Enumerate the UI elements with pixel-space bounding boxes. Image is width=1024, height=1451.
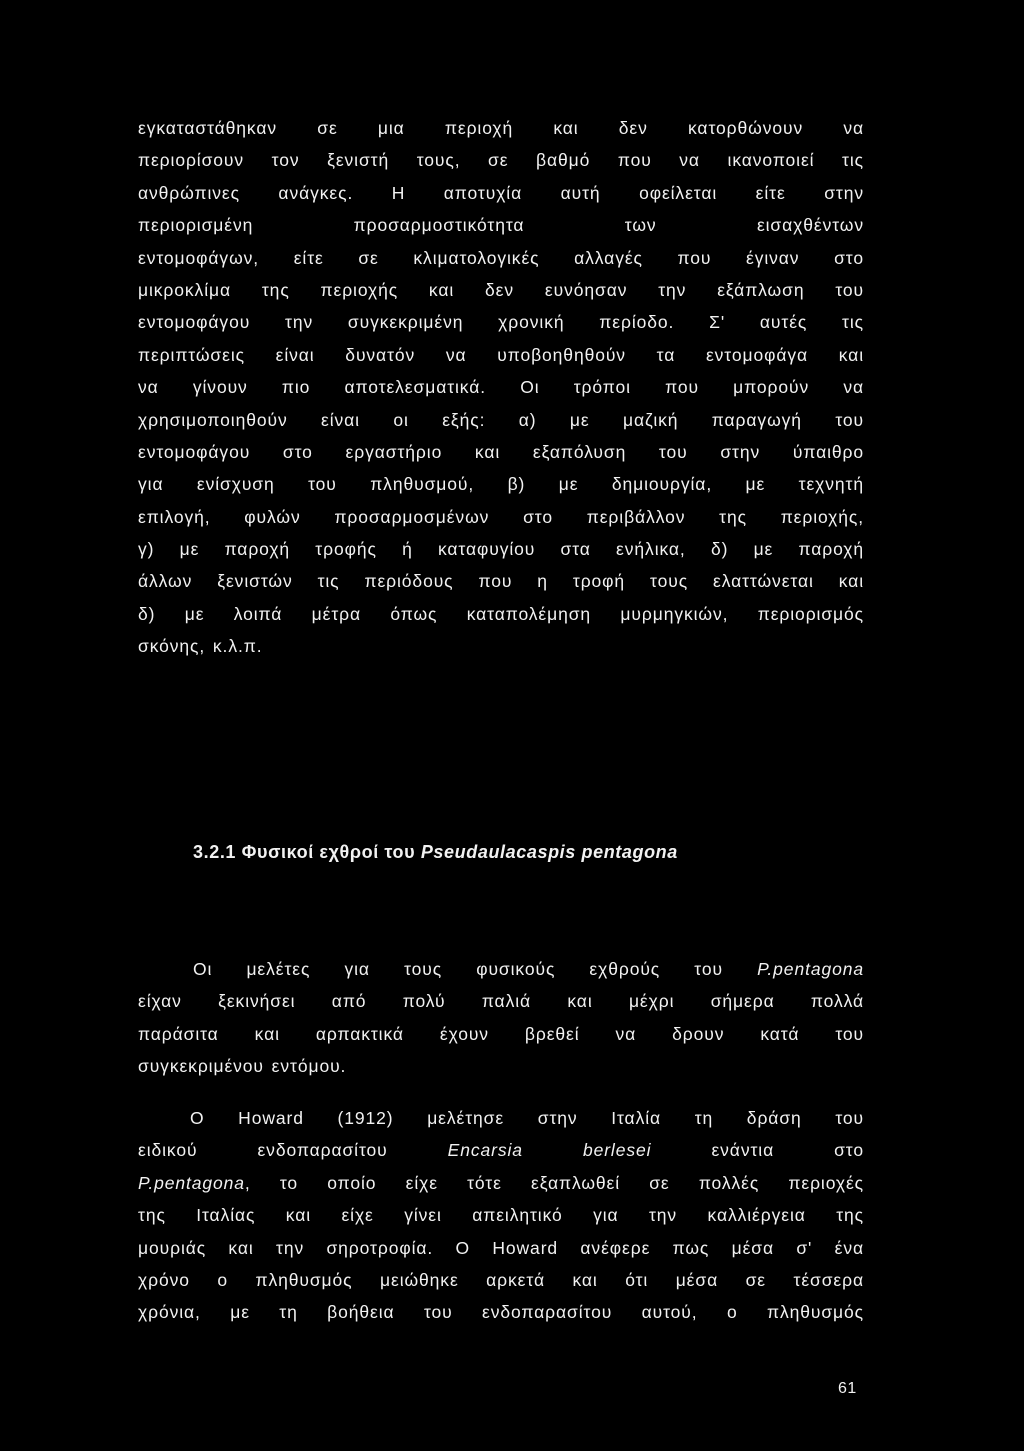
paragraph-3	[138, 1102, 864, 1329]
paragraph-2-line1-text: Οι μελέτες για τους φυσικούς εχθρούς του	[193, 959, 758, 979]
species-name: Encarsia berlesei	[447, 1140, 652, 1161]
text-line: μικροκλίμα της περιοχής και δεν ευνόησαν την εξάπλωση του	[138, 279, 864, 300]
text-line	[138, 1167, 864, 1199]
text-line: χρησιμοποιηθούν είναι οι εξής: α) με μαζική παραγωγή του	[138, 409, 864, 430]
text-line: δ) με λοιπά μέτρα όπως καταπολέμηση μυρμηγκιών, περιορισμός	[138, 603, 864, 624]
text-line: να γίνουν πιο αποτελεσματικά. Οι τρόποι που μπορούν να	[138, 377, 864, 398]
text-line: χρόνια, με τη βοήθεια του ενδοπαρασίτου αυτού, ο πληθυσμός	[138, 1302, 864, 1323]
paragraph-3-line2-suffix: ενάντια στο	[651, 1140, 864, 1161]
paragraph-3-line2-prefix: ειδικού ενδοπαρασίτου	[138, 1140, 448, 1161]
text-line: σκόνης, κ.λ.π.	[138, 636, 263, 657]
text-line: περιπτώσεις είναι δυνατόν να υποβοηθηθούν τα εντομοφάγα και	[138, 344, 864, 365]
species-name: P.pentagona	[138, 1172, 245, 1193]
text-line: ανθρώπινες ανάγκες. Η αποτυχία αυτή οφείλεται είτε στην	[138, 182, 864, 203]
species-name: P.pentagona	[757, 959, 864, 979]
text-line: εγκαταστάθηκαν σε μια περιοχή και δεν κατορθώνουν να	[138, 118, 864, 138]
text-line: εντομοφάγου την συγκεκριμένη χρονική περίοδο. Σ' αυτές τις	[138, 312, 864, 333]
paragraph-3-line3-suffix: , το οποίο είχε τότε εξαπλωθεί σε πολλές περιοχές	[244, 1172, 864, 1193]
text-line: παράσιτα και αρπακτικά έχουν βρεθεί να δρουν κατά του	[138, 1023, 864, 1044]
paragraph-1	[138, 112, 864, 663]
text-line: συγκεκριμένου εντόμου.	[138, 1056, 347, 1077]
text-line: άλλων ξενιστών τις περιόδους που η τροφή τους ελαττώνεται και	[138, 571, 864, 592]
text-line: για ενίσχυση του πληθυσμού, β) με δημιουργία, με τεχνητή	[138, 474, 864, 495]
text-line	[138, 953, 864, 985]
text-line: επιλογή, φυλών προσαρμοσμένων στο περιβάλλον της περιοχής,	[138, 506, 864, 527]
text-line: γ) με παροχή τροφής ή καταφυγίου στα ενήλικα, δ) με παροχή	[138, 539, 864, 560]
paragraph-2	[138, 953, 864, 1083]
text-line: περιορισμένη προσαρμοστικότητα των εισαχθέντων	[138, 215, 864, 236]
text-line: περιορίσουν τον ξενιστή τους, σε βαθμό που να ικανοποιεί τις	[138, 150, 864, 171]
section-heading	[193, 842, 678, 863]
text-line: εντομοφάγου στο εργαστήριο και εξαπόλυση του στην ύπαιθρο	[138, 441, 864, 462]
text-line: είχαν ξεκινήσει από πολύ παλιά και μέχρι σήμερα πολλά	[138, 991, 864, 1012]
text-line: χρόνο ο πληθυσμός μειώθηκε αρκετά και ότι μέσα σε τέσσερα	[138, 1269, 864, 1290]
section-heading-species: Pseudaulacaspis pentagona	[420, 842, 678, 862]
text-line: Ο Howard (1912) μελέτησε στην Ιταλία τη δράση του	[190, 1108, 864, 1128]
text-line	[138, 1134, 864, 1166]
text-line: της Ιταλίας και είχε γίνει απειλητικό για την καλλιέργεια της	[138, 1205, 864, 1226]
page-number: 61	[838, 1380, 857, 1397]
text-line: εντομοφάγων, είτε σε κλιματολογικές αλλαγές που έγιναν στο	[138, 247, 864, 268]
section-heading-prefix: 3.2.1 Φυσικοί εχθροί του	[193, 842, 421, 862]
text-line: μουριάς και την σηροτροφία. Ο Howard ανέφερε πως μέσα σ' ένα	[138, 1237, 864, 1258]
